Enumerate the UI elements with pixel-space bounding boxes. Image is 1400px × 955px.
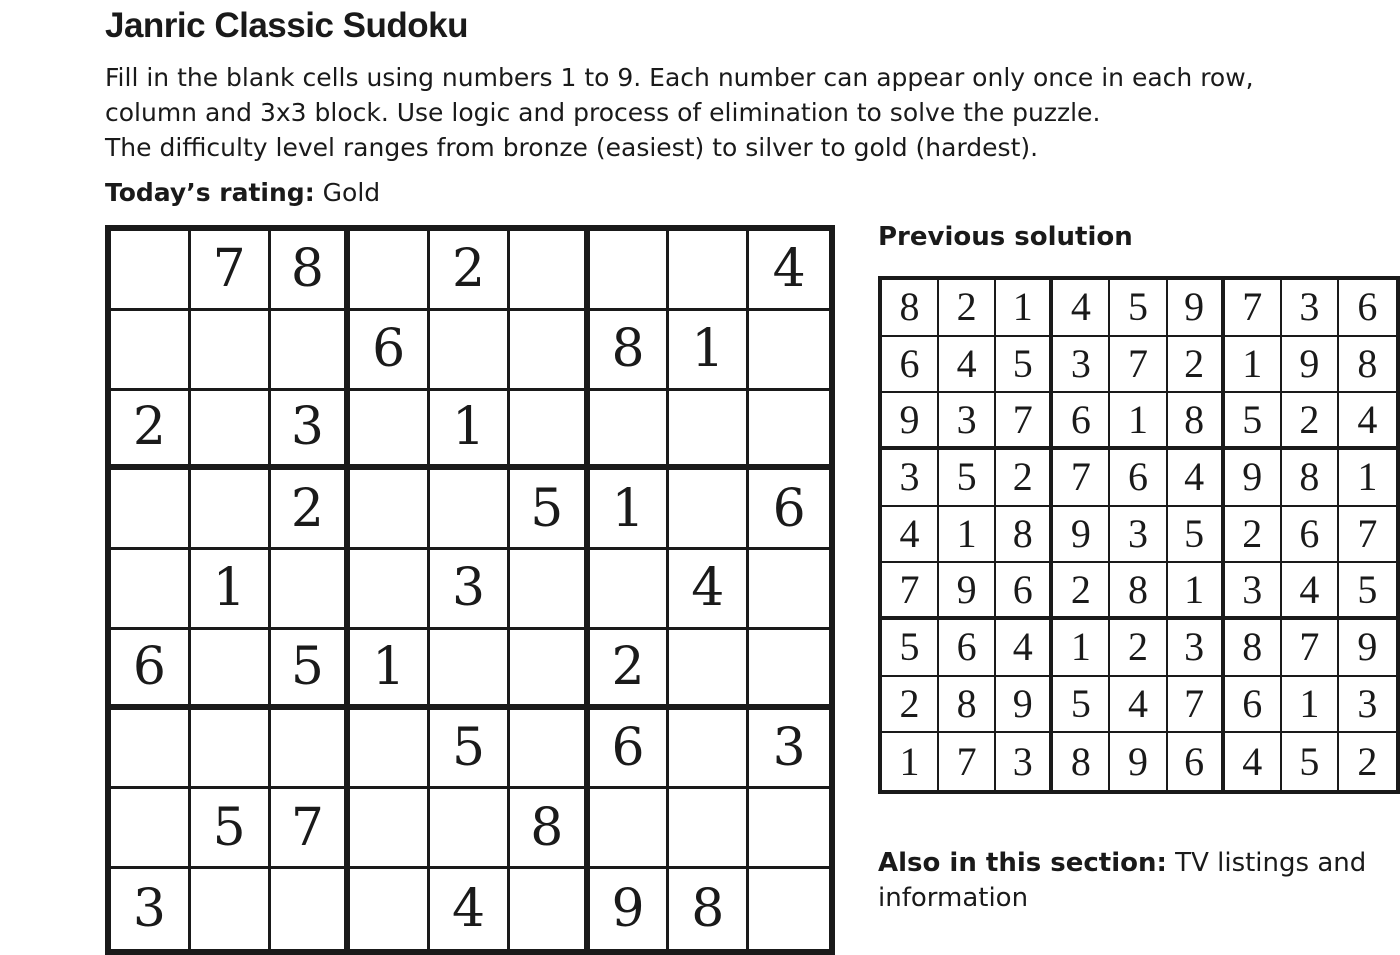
puzzle-cell-r9-c3[interactable] <box>271 869 351 949</box>
puzzle-cell-r6-c5[interactable] <box>430 630 510 710</box>
solution-cell-r1-c4: 4 <box>1053 280 1110 337</box>
solution-cell-r3-c8: 2 <box>1282 393 1339 450</box>
also-text: TV listings and information <box>878 848 1367 913</box>
solution-cell-r1-c5: 5 <box>1110 280 1167 337</box>
puzzle-cell-r9-c9[interactable] <box>749 869 829 949</box>
solution-cell-r5-c8: 6 <box>1282 507 1339 564</box>
solution-cell-r5-c3: 8 <box>996 507 1053 564</box>
solution-cell-r8-c6: 7 <box>1168 677 1225 734</box>
solution-cell-r6-c9: 5 <box>1339 563 1396 620</box>
solution-cell-r1-c2: 2 <box>939 280 996 337</box>
solution-cell-r2-c6: 2 <box>1168 337 1225 394</box>
puzzle-cell-r4-c4[interactable] <box>350 470 430 550</box>
solution-cell-r3-c5: 1 <box>1110 393 1167 450</box>
solution-cell-r1-c7: 7 <box>1225 280 1282 337</box>
puzzle-cell-r5-c8: 4 <box>669 550 749 630</box>
puzzle-cell-r9-c2[interactable] <box>191 869 271 949</box>
previous-solution-grid <box>878 276 1400 794</box>
puzzle-cell-r8-c8[interactable] <box>669 789 749 869</box>
puzzle-cell-r8-c1[interactable] <box>111 789 191 869</box>
previous-solution-label: Previous solution <box>878 222 1133 252</box>
puzzle-cell-r1-c6[interactable] <box>510 231 590 311</box>
puzzle-cell-r4-c2[interactable] <box>191 470 271 550</box>
solution-cell-r1-c9: 6 <box>1339 280 1396 337</box>
puzzle-cell-r9-c6[interactable] <box>510 869 590 949</box>
solution-cell-r8-c5: 4 <box>1110 677 1167 734</box>
solution-cell-r3-c1: 9 <box>882 393 939 450</box>
solution-cell-r8-c2: 8 <box>939 677 996 734</box>
puzzle-cell-r6-c9[interactable] <box>749 630 829 710</box>
solution-cell-r9-c2: 7 <box>939 733 996 790</box>
puzzle-cell-r7-c1[interactable] <box>111 710 191 790</box>
puzzle-cell-r8-c7[interactable] <box>590 789 670 869</box>
puzzle-cell-r4-c6: 5 <box>510 470 590 550</box>
puzzle-cell-r1-c2: 7 <box>191 231 271 311</box>
sudoku-puzzle-grid <box>105 225 835 955</box>
solution-cell-r1-c1: 8 <box>882 280 939 337</box>
instructions-line: Fill in the blank cells using numbers 1 to 9. Each number can appear only once in each row, <box>105 63 1254 92</box>
solution-cell-r5-c7: 2 <box>1225 507 1282 564</box>
puzzle-cell-r9-c8: 8 <box>669 869 749 949</box>
solution-cell-r8-c3: 9 <box>996 677 1053 734</box>
puzzle-cell-r8-c5[interactable] <box>430 789 510 869</box>
solution-cell-r3-c9: 4 <box>1339 393 1396 450</box>
puzzle-cell-r2-c7: 8 <box>590 311 670 391</box>
puzzle-cell-r2-c4: 6 <box>350 311 430 391</box>
puzzle-cell-r3-c2[interactable] <box>191 391 271 471</box>
solution-cell-r4-c7: 9 <box>1225 450 1282 507</box>
puzzle-cell-r2-c6[interactable] <box>510 311 590 391</box>
puzzle-cell-r2-c5[interactable] <box>430 311 510 391</box>
solution-cell-r2-c4: 3 <box>1053 337 1110 394</box>
puzzle-cell-r1-c5: 2 <box>430 231 510 311</box>
solution-cell-r9-c1: 1 <box>882 733 939 790</box>
solution-cell-r7-c2: 6 <box>939 620 996 677</box>
solution-cell-r9-c8: 5 <box>1282 733 1339 790</box>
solution-cell-r5-c2: 1 <box>939 507 996 564</box>
solution-cell-r7-c1: 5 <box>882 620 939 677</box>
solution-cell-r9-c3: 3 <box>996 733 1053 790</box>
puzzle-cell-r4-c7: 1 <box>590 470 670 550</box>
solution-cell-r7-c3: 4 <box>996 620 1053 677</box>
puzzle-cell-r4-c9: 6 <box>749 470 829 550</box>
solution-cell-r7-c7: 8 <box>1225 620 1282 677</box>
solution-cell-r7-c9: 9 <box>1339 620 1396 677</box>
solution-cell-r4-c9: 1 <box>1339 450 1396 507</box>
instructions-line: The difficulty level ranges from bronze (easiest) to silver to gold (hardest). <box>105 133 1039 162</box>
puzzle-cell-r8-c9[interactable] <box>749 789 829 869</box>
puzzle-cell-r5-c5: 3 <box>430 550 510 630</box>
puzzle-cell-r7-c9: 3 <box>749 710 829 790</box>
puzzle-cell-r5-c1[interactable] <box>111 550 191 630</box>
solution-cell-r8-c9: 3 <box>1339 677 1396 734</box>
puzzle-cell-r3-c1: 2 <box>111 391 191 471</box>
puzzle-cell-r5-c7[interactable] <box>590 550 670 630</box>
puzzle-cell-r3-c3: 3 <box>271 391 351 471</box>
puzzle-cell-r1-c9: 4 <box>749 231 829 311</box>
puzzle-cell-r6-c1: 6 <box>111 630 191 710</box>
solution-cell-r6-c1: 7 <box>882 563 939 620</box>
page-title: Janric Classic Sudoku <box>105 6 468 45</box>
puzzle-cell-r7-c7: 6 <box>590 710 670 790</box>
puzzle-cell-r7-c2[interactable] <box>191 710 271 790</box>
rating-value: Gold <box>322 178 381 207</box>
solution-cell-r4-c3: 2 <box>996 450 1053 507</box>
solution-cell-r9-c6: 6 <box>1168 733 1225 790</box>
puzzle-cell-r7-c5: 5 <box>430 710 510 790</box>
puzzle-cell-r1-c3: 8 <box>271 231 351 311</box>
solution-cell-r3-c4: 6 <box>1053 393 1110 450</box>
puzzle-cell-r5-c3[interactable] <box>271 550 351 630</box>
solution-cell-r9-c4: 8 <box>1053 733 1110 790</box>
solution-cell-r3-c6: 8 <box>1168 393 1225 450</box>
puzzle-cell-r5-c6[interactable] <box>510 550 590 630</box>
solution-cell-r9-c5: 9 <box>1110 733 1167 790</box>
puzzle-cell-r8-c3: 7 <box>271 789 351 869</box>
puzzle-cell-r3-c5: 1 <box>430 391 510 471</box>
puzzle-cell-r5-c4[interactable] <box>350 550 430 630</box>
solution-cell-r9-c9: 2 <box>1357 738 1378 784</box>
solution-cell-r8-c8: 1 <box>1282 677 1339 734</box>
solution-cell-r8-c7: 6 <box>1225 677 1282 734</box>
puzzle-cell-r3-c4[interactable] <box>350 391 430 471</box>
solution-cell-r6-c5: 8 <box>1110 563 1167 620</box>
puzzle-cell-r9-c1: 3 <box>111 869 191 949</box>
solution-cell-r4-c5: 6 <box>1110 450 1167 507</box>
instructions <box>105 60 1395 165</box>
instructions-line: column and 3x3 block. Use logic and process of elimination to solve the puzzle. <box>105 98 1101 127</box>
puzzle-cell-r6-c2[interactable] <box>191 630 271 710</box>
puzzle-cell-r3-c7[interactable] <box>590 391 670 471</box>
puzzle-cell-r6-c8[interactable] <box>669 630 749 710</box>
solution-cell-r8-c1: 2 <box>882 677 939 734</box>
puzzle-cell-r8-c2: 5 <box>191 789 271 869</box>
puzzle-cell-r7-c3[interactable] <box>271 710 351 790</box>
solution-cell-r3-c2: 3 <box>939 393 996 450</box>
puzzle-cell-r4-c3: 2 <box>271 470 351 550</box>
solution-cell-r6-c2: 9 <box>939 563 996 620</box>
puzzle-cell-r2-c8: 1 <box>669 311 749 391</box>
solution-cell-r3-c7: 5 <box>1225 393 1282 450</box>
solution-cell-r2-c3: 5 <box>996 337 1053 394</box>
puzzle-cell-r9-c5: 4 <box>430 869 510 949</box>
solution-cell-r7-c4: 1 <box>1053 620 1110 677</box>
rating-label: Today’s rating: <box>105 178 315 207</box>
solution-cell-r9-c7: 4 <box>1225 733 1282 790</box>
puzzle-cell-r9-c4[interactable] <box>350 869 430 949</box>
solution-cell-r7-c8: 7 <box>1282 620 1339 677</box>
solution-cell-r6-c8: 4 <box>1282 563 1339 620</box>
puzzle-cell-r1-c4[interactable] <box>350 231 430 311</box>
difficulty-rating <box>105 178 380 207</box>
solution-cell-r4-c8: 8 <box>1282 450 1339 507</box>
solution-cell-r6-c4: 2 <box>1053 563 1110 620</box>
solution-cell-r2-c8: 9 <box>1282 337 1339 394</box>
puzzle-cell-r3-c8[interactable] <box>669 391 749 471</box>
puzzle-cell-r6-c4: 1 <box>350 630 430 710</box>
puzzle-cell-r5-c9[interactable] <box>749 550 829 630</box>
also-in-section <box>878 846 1398 916</box>
puzzle-cell-r7-c4[interactable] <box>350 710 430 790</box>
puzzle-cell-r5-c2: 1 <box>191 550 271 630</box>
solution-cell-r1-c8: 3 <box>1282 280 1339 337</box>
solution-cell-r1-c3: 1 <box>996 280 1053 337</box>
solution-cell-r3-c3: 7 <box>996 393 1053 450</box>
solution-cell-r8-c4: 5 <box>1053 677 1110 734</box>
solution-cell-r2-c2: 4 <box>939 337 996 394</box>
solution-cell-r5-c5: 3 <box>1110 507 1167 564</box>
solution-cell-r4-c1: 3 <box>882 450 939 507</box>
solution-cell-r5-c6: 5 <box>1168 507 1225 564</box>
solution-cell-r2-c9: 8 <box>1339 337 1396 394</box>
solution-cell-r4-c2: 5 <box>939 450 996 507</box>
puzzle-cell-r2-c3[interactable] <box>271 311 351 391</box>
puzzle-cell-r3-c6[interactable] <box>510 391 590 471</box>
puzzle-cell-r4-c8[interactable] <box>669 470 749 550</box>
puzzle-cell-r3-c9[interactable] <box>749 391 829 471</box>
puzzle-cell-r2-c9[interactable] <box>749 311 829 391</box>
solution-cell-r5-c4: 9 <box>1053 507 1110 564</box>
solution-cell-r6-c7: 3 <box>1225 563 1282 620</box>
puzzle-cell-r9-c7: 9 <box>590 869 670 949</box>
puzzle-cell-r1-c7[interactable] <box>590 231 670 311</box>
puzzle-cell-r7-c6[interactable] <box>510 710 590 790</box>
puzzle-cell-r4-c5[interactable] <box>430 470 510 550</box>
puzzle-cell-r2-c2[interactable] <box>191 311 271 391</box>
solution-cell-r7-c5: 2 <box>1110 620 1167 677</box>
puzzle-cell-r8-c6: 8 <box>510 789 590 869</box>
solution-cell-r6-c3: 6 <box>996 563 1053 620</box>
solution-cell-r4-c6: 4 <box>1168 450 1225 507</box>
solution-cell-r2-c7: 1 <box>1225 337 1282 394</box>
puzzle-cell-r4-c1[interactable] <box>111 470 191 550</box>
solution-cell-r6-c6: 1 <box>1168 563 1225 620</box>
puzzle-cell-r6-c7: 2 <box>590 630 670 710</box>
puzzle-cell-r1-c1[interactable] <box>111 231 191 311</box>
puzzle-cell-r7-c8[interactable] <box>669 710 749 790</box>
puzzle-cell-r6-c6[interactable] <box>510 630 590 710</box>
solution-cell-r5-c1: 4 <box>882 507 939 564</box>
solution-cell-r2-c5: 7 <box>1110 337 1167 394</box>
puzzle-cell-r2-c1[interactable] <box>111 311 191 391</box>
solution-cell-r4-c4: 7 <box>1053 450 1110 507</box>
solution-cell-r1-c6: 9 <box>1168 280 1225 337</box>
solution-cell-r7-c6: 3 <box>1168 620 1225 677</box>
puzzle-cell-r8-c4[interactable] <box>350 789 430 869</box>
solution-cell-r5-c9: 7 <box>1339 507 1396 564</box>
also-label: Also in this section: <box>878 848 1167 878</box>
puzzle-cell-r1-c8[interactable] <box>669 231 749 311</box>
solution-cell-r2-c1: 6 <box>882 337 939 394</box>
puzzle-cell-r6-c3: 5 <box>271 630 351 710</box>
